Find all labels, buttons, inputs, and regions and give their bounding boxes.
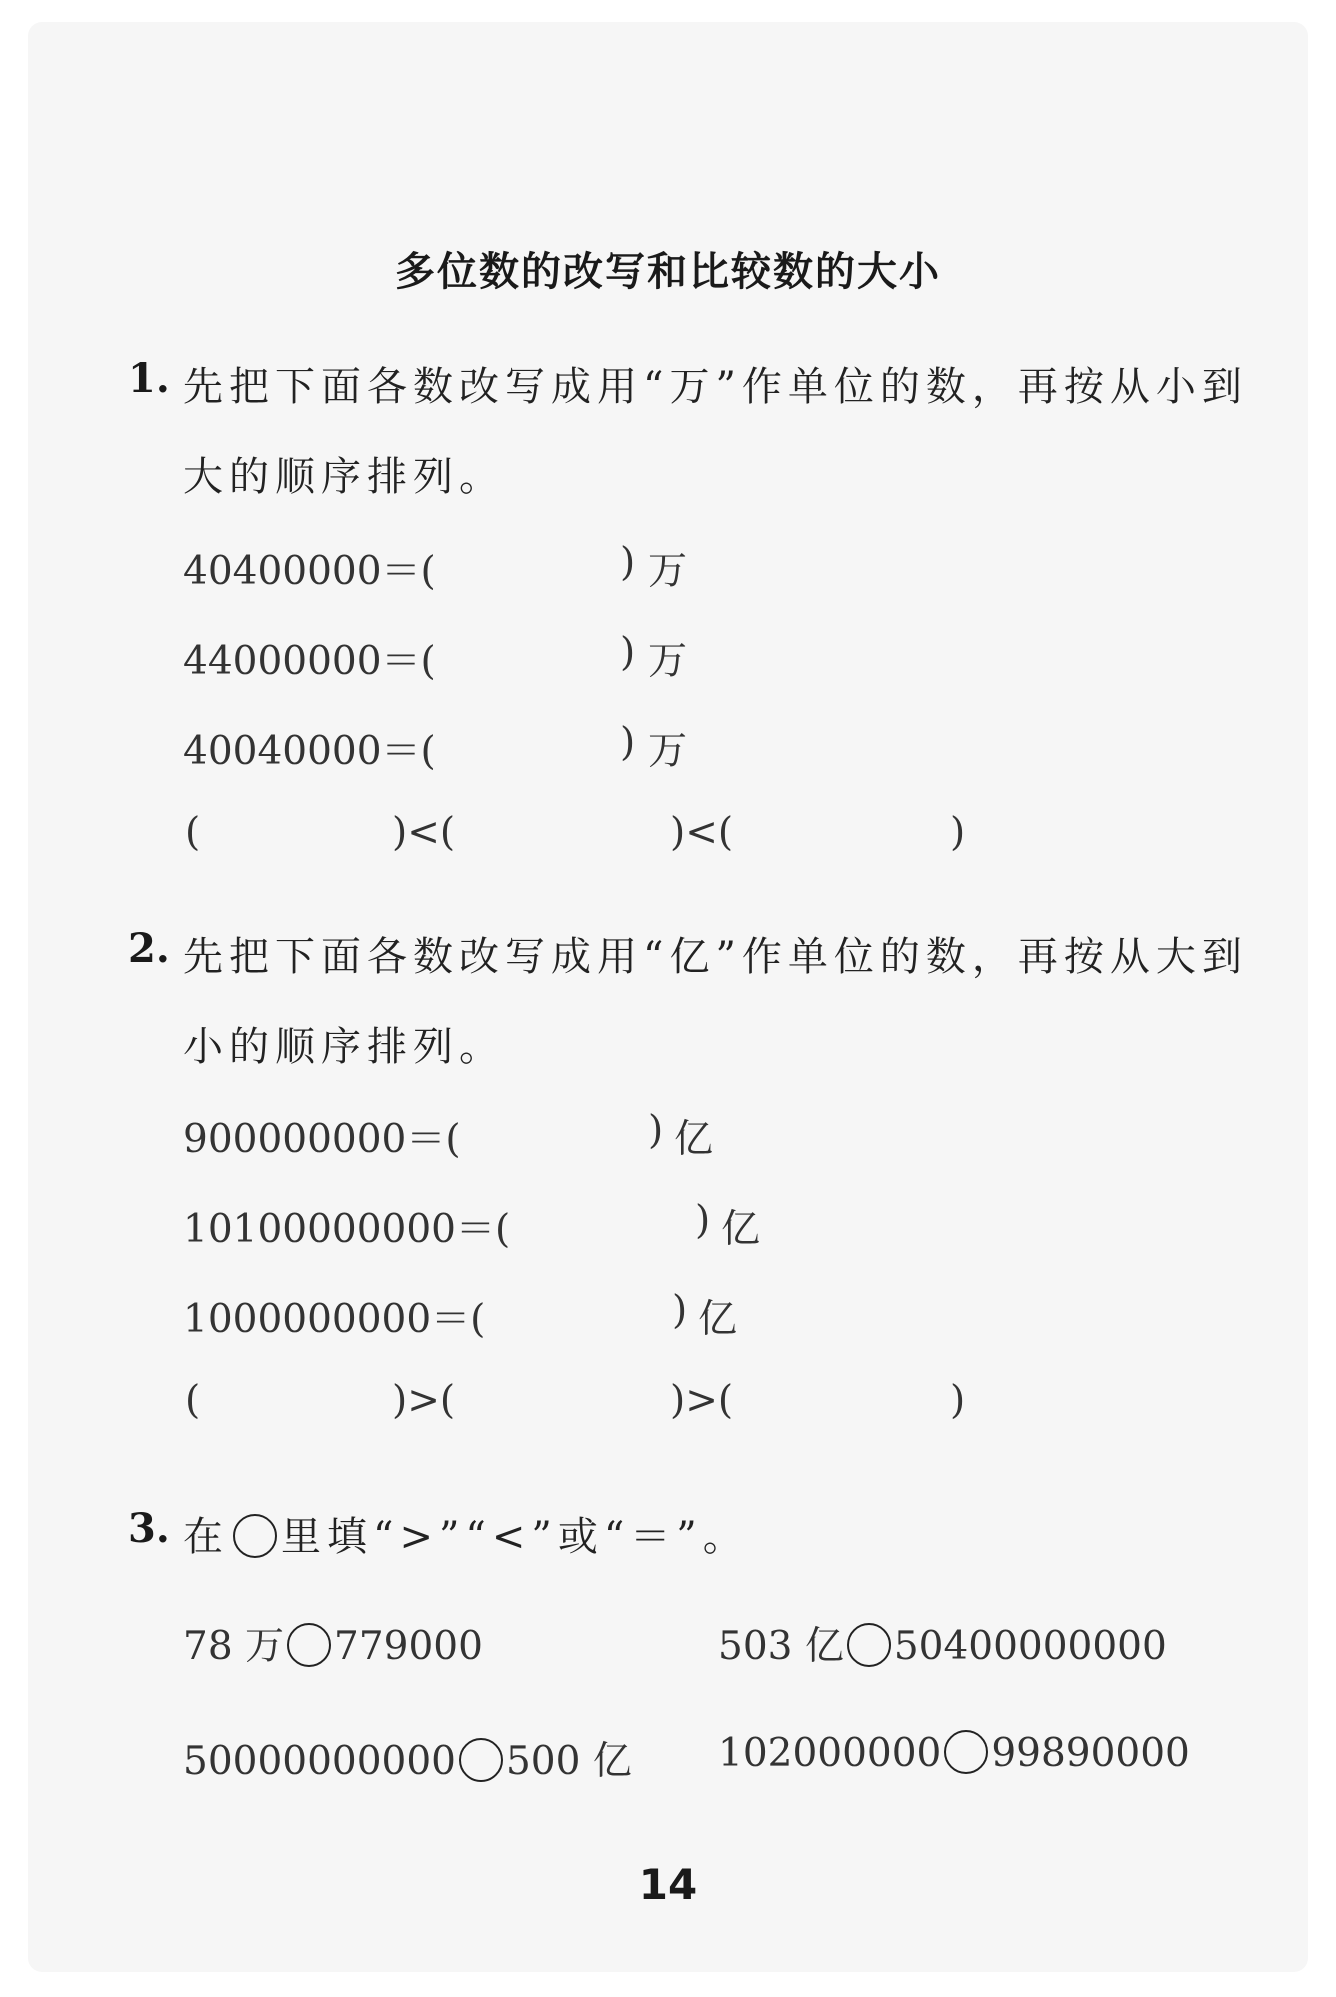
q3-item-2: [718, 1615, 1167, 1671]
q1-row-1-number: 40400000: [183, 549, 382, 594]
q3-item-3-answer-circle[interactable]: [459, 1738, 503, 1782]
q3-item-3: [183, 1730, 632, 1786]
q3-item-1: [183, 1615, 483, 1671]
q1-row-3-number: 40040000: [183, 729, 382, 774]
q2-row-1-eq: ＝(: [406, 1117, 461, 1162]
q3-text: [183, 1505, 749, 1562]
q2-row-2-number: 10100000000: [183, 1207, 456, 1252]
q1-row-2-number: 44000000: [183, 639, 382, 684]
q1-text-line1: 先把下面各数改写成用“万”作单位的数，再按从小到: [183, 364, 1248, 410]
q1-text-line2: 大的顺序排列。: [183, 454, 505, 500]
q3-item-3-left: 50000000000: [183, 1739, 456, 1784]
q2-order-close: ): [950, 1378, 966, 1423]
q3-item-1-answer-circle[interactable]: [287, 1623, 331, 1667]
q2-row-2-close: ): [695, 1198, 711, 1243]
q2-order-open: (: [185, 1378, 201, 1423]
page-background: [28, 22, 1308, 1972]
q3-item-1-left: 78 万: [183, 1624, 285, 1669]
q3-item-4-answer-circle[interactable]: [944, 1730, 988, 1774]
q1-row-1-unit: 万: [648, 549, 688, 594]
q2-text-line2: 小的顺序排列。: [183, 1024, 505, 1070]
q1-row-1-eq: ＝(: [381, 549, 436, 594]
circle-icon: [233, 1514, 277, 1558]
q1-row-3-close: ): [620, 720, 636, 765]
q3-item-2-left: 503 亿: [718, 1624, 844, 1669]
q1-order-open: (: [185, 810, 201, 855]
q3-text-after: 里填“>”“<”或“＝”。: [281, 1514, 749, 1560]
q2-row-1-unit: 亿: [674, 1117, 714, 1162]
q3-text-before: 在: [183, 1514, 229, 1560]
q1-row-3: [183, 720, 436, 776]
page-title: 多位数的改写和比较数的大小: [395, 249, 941, 295]
q1-row-2-close: ): [620, 630, 636, 675]
q2-row-3-eq: ＝(: [431, 1297, 486, 1342]
q2-order-sep1: )>(: [392, 1378, 456, 1423]
q1-row-1-close: ): [620, 540, 636, 585]
q2-row-2-unit: 亿: [721, 1207, 761, 1252]
page-number: 14: [638, 1860, 698, 1909]
q2-row-1-close: ): [648, 1108, 664, 1153]
q3-item-2-right: 50400000000: [893, 1624, 1167, 1669]
q2-row-1-number: 900000000: [183, 1117, 407, 1162]
q3-item-2-answer-circle[interactable]: [847, 1623, 891, 1667]
q2-row-2-eq: ＝(: [455, 1207, 511, 1252]
q1-row-2: [183, 630, 436, 686]
q2-row-3: [183, 1288, 485, 1344]
q1-order-close: ): [950, 810, 966, 855]
q3-item-3-right: 500 亿: [505, 1739, 632, 1784]
q3-item-4-left: 102000000: [718, 1731, 942, 1776]
q2-number: 2.: [128, 925, 170, 972]
q1-row-2-eq: ＝(: [381, 639, 436, 684]
q2-row-3-close: ): [672, 1288, 688, 1333]
q1-number: 1.: [128, 355, 170, 402]
q2-text-line1: 先把下面各数改写成用“亿”作单位的数，再按从大到: [183, 934, 1248, 980]
q3-item-1-right: 779000: [334, 1624, 483, 1669]
q1-order-sep1: )<(: [392, 810, 456, 855]
q1-order-sep2: )<(: [670, 810, 734, 855]
q2-order-sep2: )>(: [670, 1378, 734, 1423]
q2-row-2: [183, 1198, 510, 1254]
q2-row-1: [183, 1108, 461, 1164]
q2-row-3-unit: 亿: [698, 1297, 738, 1342]
q1-row-1: [183, 540, 436, 596]
q2-row-3-number: 1000000000: [183, 1297, 432, 1342]
q1-row-3-unit: 万: [648, 729, 688, 774]
q1-row-3-eq: ＝(: [381, 729, 436, 774]
q3-item-4-right: 99890000: [991, 1731, 1190, 1776]
q3-item-4: [718, 1730, 1190, 1776]
q3-number: 3.: [128, 1505, 170, 1552]
q1-row-2-unit: 万: [648, 639, 688, 684]
